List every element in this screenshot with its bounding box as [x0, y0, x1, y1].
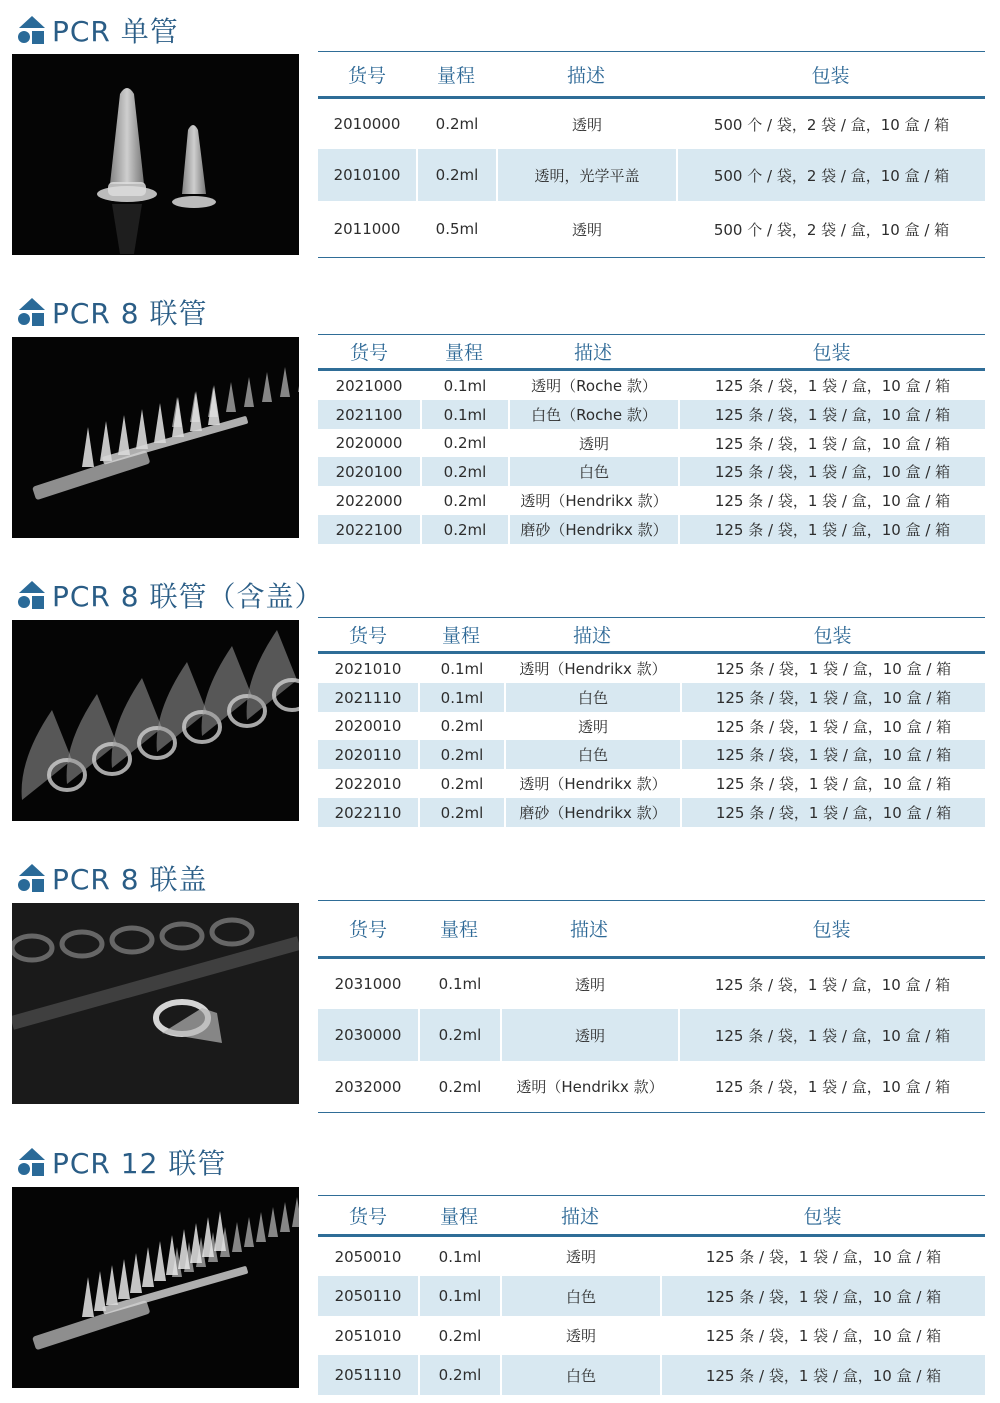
- header-range: 量程: [441, 625, 480, 647]
- cell-range: 0.1ml: [420, 400, 508, 429]
- cell-pack: 500 个 / 袋，2 袋 / 盒，10 盒 / 箱: [676, 201, 985, 257]
- cell-desc: 透明（Roche 款）: [508, 371, 678, 400]
- cell-pack: 125 条 / 袋，1 袋 / 盒，10 盒 / 箱: [678, 371, 985, 400]
- cell-code: 2021010: [334, 659, 402, 678]
- cell-pack: 125 条 / 袋，1 袋 / 盒，10 盒 / 箱: [680, 683, 985, 712]
- cell-desc: 透明: [500, 959, 678, 1009]
- header-desc: 描述: [572, 625, 611, 647]
- section-title-text: PCR 8 联管（含盖）: [52, 580, 324, 613]
- cell-desc: 白色: [508, 457, 678, 486]
- cell-pack: 125 条 / 袋，1 袋 / 盒，10 盒 / 箱: [680, 654, 985, 683]
- cell-code: 2020100: [318, 457, 420, 486]
- table-row: [318, 99, 985, 149]
- header-desc: 描述: [566, 64, 605, 87]
- section-title: [16, 12, 179, 48]
- cell-desc: 白色: [504, 683, 680, 712]
- cell-range: 0.1ml: [418, 1237, 500, 1276]
- cell-code: 2021110: [318, 683, 418, 712]
- table-row: [318, 654, 985, 683]
- table-row: [318, 149, 985, 201]
- pcr-12-strip-photo: [12, 1187, 299, 1388]
- section-title-text: PCR 8 联管: [52, 297, 208, 330]
- table-row: [318, 683, 985, 712]
- cell-range: 0.1ml: [420, 371, 508, 400]
- table-row: [318, 1061, 985, 1112]
- table-row: [318, 201, 985, 257]
- cell-pack: 125 条 / 袋，1 袋 / 盒，10 盒 / 箱: [660, 1237, 985, 1276]
- cell-code: 2050010: [334, 1247, 402, 1266]
- cell-pack: 125 条 / 袋，1 袋 / 盒，10 盒 / 箱: [680, 740, 985, 769]
- cell-desc: 透明: [500, 1237, 660, 1276]
- home-icon: [16, 1146, 48, 1178]
- table-row: [318, 1316, 985, 1355]
- cell-range: 0.2ml: [418, 1316, 500, 1355]
- cell-pack: 125 条 / 袋，1 袋 / 盒，10 盒 / 箱: [678, 457, 985, 486]
- header-pack: 包装: [812, 919, 851, 941]
- cell-pack: 125 条 / 袋，1 袋 / 盒，10 盒 / 箱: [678, 959, 985, 1009]
- cell-code: 2022110: [318, 798, 418, 827]
- cell-desc: 透明（Hendrikx 款）: [504, 769, 680, 798]
- cell-range: 0.2ml: [420, 429, 508, 457]
- cell-range: 0.2ml: [418, 1009, 500, 1061]
- cell-pack: 125 条 / 袋，1 袋 / 盒，10 盒 / 箱: [660, 1276, 985, 1316]
- cell-pack: 125 条 / 袋，1 袋 / 盒，10 盒 / 箱: [678, 1061, 985, 1112]
- cell-pack: 125 条 / 袋，1 袋 / 盒，10 盒 / 箱: [680, 798, 985, 827]
- cell-range: 0.2ml: [418, 712, 504, 740]
- cell-code: 2030000: [318, 1009, 418, 1061]
- cell-pack: 125 条 / 袋，1 袋 / 盒，10 盒 / 箱: [678, 400, 985, 429]
- pcr-8-cap-strip-photo: [12, 903, 299, 1104]
- section-title-text: PCR 12 联管: [52, 1147, 227, 1180]
- header-desc: 描述: [569, 919, 608, 941]
- table-row: [318, 1237, 985, 1276]
- table-header: [318, 901, 985, 959]
- cell-pack: 125 条 / 袋，1 袋 / 盒，10 盒 / 箱: [678, 1009, 985, 1061]
- cell-code: 2050110: [318, 1276, 418, 1316]
- cell-code: 2020010: [334, 717, 402, 735]
- header-desc: 描述: [573, 342, 612, 364]
- table-row: [318, 371, 985, 400]
- home-icon: [16, 296, 48, 328]
- cell-pack: 500 个 / 袋，2 袋 / 盒，10 盒 / 箱: [676, 99, 985, 149]
- table-header: [318, 335, 985, 371]
- table-row: [318, 1009, 985, 1061]
- cell-code: 2011000: [333, 220, 401, 238]
- product-table: [318, 617, 985, 827]
- home-icon: [16, 862, 48, 894]
- cell-desc: 透明（Hendrikx 款）: [504, 654, 680, 683]
- header-pack: 包装: [803, 1205, 842, 1228]
- cell-pack: 125 条 / 袋，1 袋 / 盒，10 盒 / 箱: [678, 515, 985, 544]
- cell-code: 2051110: [318, 1355, 418, 1395]
- section-title-text: PCR 单管: [52, 15, 179, 48]
- cell-desc: 透明: [500, 1009, 678, 1061]
- header-code: 货号: [348, 919, 387, 941]
- cell-pack: 125 条 / 袋，1 袋 / 盒，10 盒 / 箱: [678, 486, 985, 515]
- table-row: [318, 486, 985, 515]
- section-title: [16, 1144, 226, 1180]
- cell-range: 0.2ml: [416, 99, 496, 149]
- cell-code: 2051010: [334, 1326, 402, 1345]
- header-range: 量程: [439, 1205, 478, 1228]
- cell-range: 0.1ml: [418, 654, 504, 683]
- cell-pack: 125 条 / 袋，1 袋 / 盒，10 盒 / 箱: [680, 769, 985, 798]
- home-icon: [16, 14, 48, 46]
- product-table: [318, 334, 985, 544]
- table-row: [318, 740, 985, 769]
- section-title: [16, 860, 208, 896]
- table-row: [318, 712, 985, 740]
- table-row: [318, 959, 985, 1009]
- section-title: [16, 577, 324, 613]
- cell-desc: 白色: [500, 1276, 660, 1316]
- cell-pack: 125 条 / 袋，1 袋 / 盒，10 盒 / 箱: [678, 429, 985, 457]
- header-code: 货号: [349, 342, 388, 364]
- cell-desc: 透明: [496, 201, 676, 257]
- cell-desc: 白色（Roche 款）: [508, 400, 678, 429]
- home-icon: [16, 579, 48, 611]
- table-row: [318, 798, 985, 827]
- table-row: [318, 429, 985, 457]
- header-pack: 包装: [812, 342, 851, 364]
- cell-desc: 透明，光学平盖: [496, 149, 676, 201]
- product-table: [318, 1195, 985, 1395]
- cell-desc: 透明: [496, 99, 676, 149]
- pcr-8-strip-photo: [12, 337, 299, 538]
- cell-code: 2020110: [318, 740, 418, 769]
- cell-code: 2022000: [335, 491, 403, 510]
- cell-code: 2031000: [334, 975, 402, 993]
- header-pack: 包装: [811, 64, 850, 87]
- cell-range: 0.5ml: [416, 201, 496, 257]
- cell-range: 0.2ml: [416, 149, 496, 201]
- table-row: [318, 515, 985, 544]
- cell-desc: 透明（Hendrikx 款）: [508, 486, 678, 515]
- cell-code: 2021000: [335, 376, 403, 395]
- header-code: 货号: [347, 64, 386, 87]
- cell-desc: 白色: [504, 740, 680, 769]
- header-range: 量程: [439, 919, 478, 941]
- cell-code: 2010000: [333, 115, 401, 133]
- table-header: [318, 1196, 985, 1237]
- cell-range: 0.2ml: [418, 798, 504, 827]
- cell-range: 0.2ml: [418, 1061, 500, 1112]
- header-pack: 包装: [813, 625, 852, 647]
- product-table: [318, 51, 985, 258]
- header-desc: 描述: [560, 1205, 599, 1228]
- cell-code: 2010100: [318, 149, 416, 201]
- cell-pack: 125 条 / 袋，1 袋 / 盒，10 盒 / 箱: [660, 1316, 985, 1355]
- cell-code: 2032000: [334, 1077, 402, 1096]
- section-title-text: PCR 8 联盖: [52, 863, 208, 896]
- cell-desc: 透明: [500, 1316, 660, 1355]
- table-row: [318, 457, 985, 486]
- header-code: 货号: [348, 1205, 387, 1228]
- cell-range: 0.2ml: [418, 769, 504, 798]
- cell-code: 2022010: [334, 774, 402, 793]
- header-range: 量程: [436, 64, 475, 87]
- cell-code: 2022100: [318, 515, 420, 544]
- cell-range: 0.1ml: [418, 959, 500, 1009]
- cell-range: 0.1ml: [418, 1276, 500, 1316]
- cell-code: 2021100: [318, 400, 420, 429]
- table-header: [318, 618, 985, 654]
- cell-desc: 透明: [504, 712, 680, 740]
- cell-range: 0.2ml: [418, 1355, 500, 1395]
- table-row: [318, 1276, 985, 1316]
- cell-desc: 磨砂（Hendrikx 款）: [504, 798, 680, 827]
- table-header: [318, 52, 985, 99]
- cell-range: 0.2ml: [420, 457, 508, 486]
- cell-pack: 125 条 / 袋，1 袋 / 盒，10 盒 / 箱: [660, 1355, 985, 1395]
- pcr-single-tube-photo: [12, 54, 299, 255]
- table-row: [318, 1355, 985, 1395]
- section-title: [16, 294, 208, 330]
- cell-pack: 500 个 / 袋，2 袋 / 盒，10 盒 / 箱: [676, 149, 985, 201]
- pcr-8-strip-with-caps-photo: [12, 620, 299, 821]
- cell-desc: 白色: [500, 1355, 660, 1395]
- cell-desc: 透明（Hendrikx 款）: [500, 1061, 678, 1112]
- cell-range: 0.2ml: [418, 740, 504, 769]
- cell-desc: 磨砂（Hendrikx 款）: [508, 515, 678, 544]
- header-range: 量程: [444, 342, 483, 364]
- header-code: 货号: [348, 625, 387, 647]
- table-row: [318, 400, 985, 429]
- cell-pack: 125 条 / 袋，1 袋 / 盒，10 盒 / 箱: [680, 712, 985, 740]
- cell-range: 0.2ml: [420, 486, 508, 515]
- cell-range: 0.2ml: [420, 515, 508, 544]
- cell-range: 0.1ml: [418, 683, 504, 712]
- table-row: [318, 769, 985, 798]
- cell-desc: 透明: [508, 429, 678, 457]
- product-table: [318, 900, 985, 1113]
- cell-code: 2020000: [335, 434, 403, 452]
